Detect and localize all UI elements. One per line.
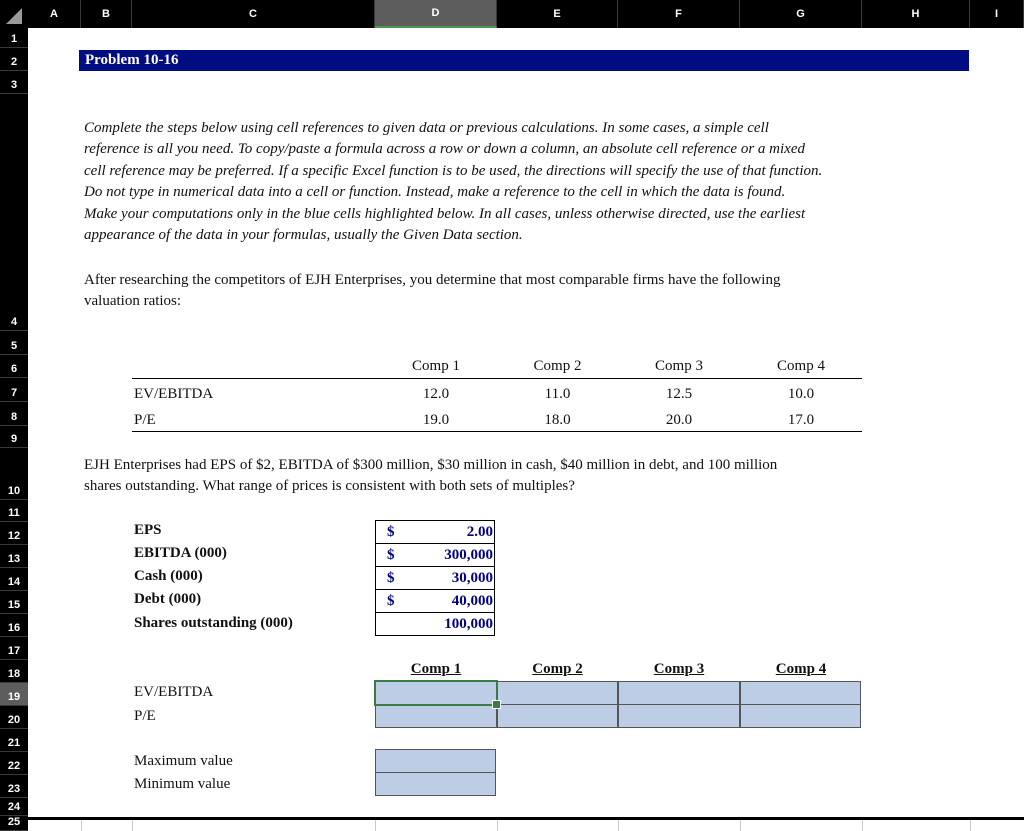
row-header[interactable]: 25 [0, 816, 28, 831]
ratios-bottom-rule [132, 431, 862, 432]
row-header[interactable]: 3 [0, 71, 28, 94]
answer-header-comp2: Comp 2 [532, 661, 583, 677]
currency-symbol: $ [387, 592, 395, 609]
instruction-line: reference is all you need. To copy/paste a formula across a row or down a column, an absolute cell reference or a mixed [84, 141, 805, 158]
question-text [84, 455, 777, 498]
input-cell-min-value[interactable] [375, 772, 496, 796]
column-header-d[interactable]: D [375, 0, 497, 28]
question-line: shares outstanding. What range of prices is consistent with both sets of multiples? [84, 478, 575, 495]
column-header-b[interactable]: B [81, 0, 132, 28]
gridline [618, 820, 619, 831]
given-value: 2.00 [466, 523, 493, 540]
ratios-cell[interactable]: 18.0 [544, 412, 571, 428]
summary-label-min: Minimum value [134, 776, 231, 792]
input-cell-ev-ebitda-comp3[interactable] [618, 681, 740, 705]
gridline [740, 820, 741, 831]
column-header-g[interactable]: G [740, 0, 862, 28]
gridline [81, 820, 82, 831]
select-all-corner[interactable] [0, 0, 28, 28]
select-all-icon [6, 8, 22, 24]
given-value: 300,000 [444, 546, 493, 563]
row-header[interactable]: 19 [0, 683, 28, 706]
ratios-header-comp4: Comp 4 [777, 358, 825, 374]
gridline [132, 820, 133, 831]
currency-symbol: $ [387, 546, 395, 563]
input-cell-pe-comp2[interactable] [497, 704, 618, 728]
ratios-header-comp1: Comp 1 [412, 358, 460, 374]
ratios-header-comp2: Comp 2 [533, 358, 582, 374]
row-header[interactable]: 8 [0, 402, 28, 426]
given-value: 30,000 [451, 569, 493, 586]
sheet-border [28, 817, 1024, 820]
instruction-line: appearance of the data in your formulas, usually the Given Data section. [84, 227, 523, 244]
answer-row-label-pe: P/E [134, 708, 156, 724]
row-header[interactable]: 10 [0, 448, 28, 500]
fill-handle-icon[interactable] [492, 700, 501, 709]
row-header[interactable]: 4 [0, 94, 28, 331]
given-label-shares: Shares outstanding (000) [134, 615, 293, 631]
gridline [497, 820, 498, 831]
answer-header-comp1: Comp 1 [410, 661, 462, 677]
gridline [970, 820, 971, 831]
ratios-cell[interactable]: 11.0 [544, 386, 571, 402]
answer-header-comp3: Comp 3 [653, 661, 705, 677]
given-cell-debt[interactable] [375, 590, 495, 612]
row-header[interactable]: 12 [0, 522, 28, 545]
given-label-cash: Cash (000) [134, 568, 203, 584]
row-header[interactable]: 20 [0, 706, 28, 729]
gridline [862, 820, 863, 831]
given-label-eps: EPS [134, 522, 162, 538]
row-header[interactable]: 13 [0, 545, 28, 568]
row-header[interactable]: 18 [0, 660, 28, 683]
given-cell-ebitda[interactable] [375, 544, 495, 566]
row-header[interactable]: 17 [0, 637, 28, 660]
input-cell-ev-ebitda-comp1[interactable] [374, 680, 498, 706]
ratios-cell[interactable]: 20.0 [665, 412, 693, 428]
given-label-debt: Debt (000) [134, 591, 202, 607]
column-header-f[interactable]: F [618, 0, 740, 28]
row-header[interactable]: 9 [0, 426, 28, 448]
intro-text [84, 270, 780, 313]
row-header[interactable]: 5 [0, 331, 28, 355]
input-cell-max-value[interactable] [375, 749, 496, 773]
given-value: 100,000 [444, 615, 493, 632]
instruction-line: Do not type in numerical data into a cell or function. Instead, make a reference to the cell in which the data is found. [84, 184, 786, 201]
input-cell-pe-comp1[interactable] [375, 704, 497, 728]
row-header[interactable]: 11 [0, 500, 28, 522]
currency-symbol: $ [387, 569, 395, 586]
instruction-line: Make your computations only in the blue cells highlighted below. In all cases, unless otherwise directed, use the earliest [84, 205, 806, 222]
row-header[interactable]: 21 [0, 729, 28, 752]
column-header-e[interactable]: E [497, 0, 618, 28]
instruction-line: Complete the steps below using cell references to given data or previous calculations. In some cases, a simple cell [84, 120, 769, 136]
instruction-line: cell reference may be preferred. If a specific Excel function is to be used, the directions will specify the use of that function. [84, 162, 823, 179]
ratios-cell[interactable]: 10.0 [787, 386, 815, 402]
ratios-header-rule [132, 378, 862, 379]
input-cell-pe-comp4[interactable] [740, 704, 861, 728]
row-header[interactable]: 24 [0, 798, 28, 816]
row-header[interactable]: 6 [0, 355, 28, 378]
currency-symbol: $ [387, 523, 395, 540]
row-header[interactable]: 1 [0, 28, 28, 48]
row-header[interactable]: 2 [0, 48, 28, 71]
problem-title: Problem 10-16 [79, 50, 969, 71]
answer-header-comp4: Comp 4 [775, 661, 827, 677]
row-header[interactable]: 15 [0, 591, 28, 614]
given-label-ebitda: EBITDA (000) [134, 545, 227, 561]
given-cell-cash[interactable] [375, 567, 495, 589]
intro-line: After researching the competitors of EJH Enterprises, you determine that most comparable firms have the following [84, 272, 781, 288]
column-header-a[interactable]: A [28, 0, 81, 28]
ratios-header-comp3: Comp 3 [655, 358, 703, 374]
answer-row-label-ev-ebitda: EV/EBITDA [134, 684, 214, 700]
input-cell-ev-ebitda-comp4[interactable] [740, 681, 861, 705]
row-header[interactable]: 14 [0, 568, 28, 591]
given-value: 40,000 [451, 592, 493, 609]
row-header[interactable]: 23 [0, 775, 28, 798]
summary-label-max: Maximum value [134, 753, 233, 769]
row-header[interactable]: 7 [0, 378, 28, 402]
instructions [84, 118, 822, 246]
input-cell-pe-comp3[interactable] [618, 704, 740, 728]
row-header[interactable]: 16 [0, 614, 28, 637]
given-cell-eps[interactable] [375, 521, 495, 543]
ratios-cell[interactable]: 17.0 [787, 412, 815, 428]
column-header-h[interactable]: H [862, 0, 970, 28]
intro-line: valuation ratios: [84, 293, 182, 310]
given-cell-shares[interactable] [375, 613, 495, 635]
column-header-c[interactable]: C [132, 0, 375, 28]
input-cell-ev-ebitda-comp2[interactable] [497, 681, 618, 705]
column-header-i[interactable]: I [970, 0, 1024, 28]
gridline [375, 820, 376, 831]
question-line: EJH Enterprises had EPS of $2, EBITDA of $300 million, $30 million in cash, $40 million in debt, and 100 million [84, 457, 778, 473]
ratios-row-label: EV/EBITDA [134, 386, 214, 402]
ratios-row-label: P/E [134, 412, 156, 428]
ratios-cell[interactable]: 12.5 [665, 386, 693, 402]
ratios-cell[interactable]: 19.0 [422, 412, 450, 428]
row-header[interactable]: 22 [0, 752, 28, 775]
ratios-cell[interactable]: 12.0 [422, 386, 450, 402]
